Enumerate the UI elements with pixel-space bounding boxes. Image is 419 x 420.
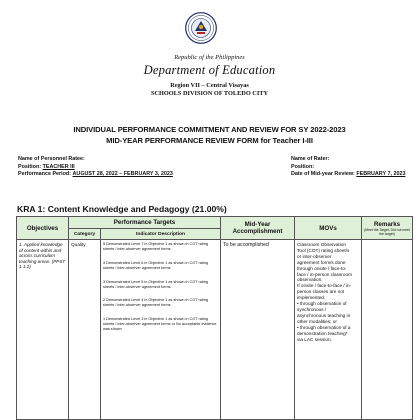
indicator-header: Indicator Description <box>101 229 221 240</box>
ratee-info <box>18 156 173 179</box>
mov-line: agreement form/s done <box>297 259 346 265</box>
category-header: Category <box>69 229 101 240</box>
rater-position-row <box>291 164 405 172</box>
indicator-level-3: 3 Demonstrated Level 5 in Objective 1 as shown in COT rating sheets / inter-observer agreement forms <box>103 279 209 289</box>
remarks-header-label: Remarks <box>373 220 401 228</box>
table-header-row <box>17 217 413 229</box>
ratee-name-row <box>18 156 173 164</box>
midyear-review-row <box>291 171 405 179</box>
performance-period-row <box>18 171 173 179</box>
performance-targets-header: Performance Targets <box>69 217 221 229</box>
mov-line: other modalities; or <box>297 318 337 324</box>
remarks-cell[interactable] <box>362 240 413 420</box>
mov-line: face / in-person classroom <box>297 271 352 277</box>
mov-line: person classes are not <box>297 289 345 295</box>
mov-line: observation. <box>297 277 323 283</box>
movs-cell <box>295 240 362 420</box>
mov-line: asynchronous teaching in <box>297 312 351 318</box>
ratee-position-value: TEACHER III <box>42 163 75 170</box>
ratee-name-label: Name of Personnel Ratee: <box>18 156 85 162</box>
accomplishment-cell[interactable]: To be accomplished <box>221 240 295 420</box>
ratee-position-label: Position: <box>18 163 42 170</box>
mov-line: through onsite / face-to- <box>297 265 347 271</box>
form-subtitle: MID-YEAR PERFORMANCE REVIEW FORM for Teacher I-III <box>106 136 313 145</box>
rater-position-label: Position: <box>291 163 315 170</box>
ratee-position-row <box>18 164 173 172</box>
deped-seal-logo <box>185 12 217 44</box>
rater-name-row <box>291 156 405 164</box>
table-row <box>17 240 413 420</box>
movs-header: MOVs <box>295 217 362 240</box>
accomplishment-header: Mid-Year Accomplishment <box>221 217 295 240</box>
mov-line: via LAC session. <box>297 336 332 342</box>
performance-table <box>16 216 413 420</box>
midyear-review-value: FEBRUARY 7, 2023 <box>356 171 406 178</box>
category-cell: Quality <box>69 240 101 420</box>
performance-period-label: Performance Period: <box>18 171 72 178</box>
rater-info <box>291 156 405 179</box>
department-label: Department of Education <box>143 63 276 77</box>
republic-label: Republic of the Philippines <box>174 54 245 61</box>
rater-name-label: Name of Rater: <box>291 156 330 162</box>
region-label: Region VII – Central Visayas <box>170 82 249 89</box>
division-label: SCHOOLS DIVISION OF TOLEDO CITY <box>150 90 269 97</box>
midyear-review-label: Date of Mid-year Review: <box>291 171 355 178</box>
mov-line: demonstration teaching* <box>297 330 348 336</box>
mov-line: or inter-observer <box>297 253 332 259</box>
mov-line: synchronous / <box>297 306 327 312</box>
indicator-level-2: 2 Demonstrated Level 4 in Objective 1 as shown in COT rating sheets / inter-observer agreement forms <box>103 298 209 308</box>
form-title: INDIVIDUAL PERFORMANCE COMMITMENT AND REVIEW FOR SY 2022-2023 <box>73 125 346 134</box>
mov-line: • through observation of a <box>297 324 351 330</box>
remarks-header <box>362 217 413 240</box>
mov-line: Tool (COT) rating sheet/s <box>297 247 350 253</box>
objectives-header: Objectives <box>17 217 69 240</box>
mov-line: If onsite / face-to-face / in- <box>297 283 352 289</box>
mov-line: Classroom Observation <box>297 242 346 247</box>
mov-line: implemented, <box>297 295 326 301</box>
performance-period-value: AUGUST 28, 2022 – FEBRUARY 3, 2023 <box>72 171 173 178</box>
objective-cell: 1. Applied knowledge of content within and across curriculum teaching areas. (PPST 1.1.2) <box>17 240 69 420</box>
indicator-level-1: 1 Demonstrated Level 3 in Objective 1 as shown in COT rating sheets / inter-observer agreement forms or No acceptable evidence was shown <box>103 317 217 332</box>
indicator-level-4: 4 Demonstrated Level 6 in Objective 1 as shown in COT rating sheets / inter-observer agreement forms <box>103 260 209 270</box>
indicator-level-5: 5 Demonstrated Level 7 in Objective 1 as shown in COT rating sheets / inter-observer agreement forms <box>103 242 209 251</box>
mov-line: • through observation of <box>297 301 347 307</box>
remarks-header-sub: (Meet the Target, Did not meet the target) <box>364 227 410 236</box>
kra-title: KRA 1: Content Knowledge and Pedagogy (21.00%) <box>17 204 227 214</box>
indicator-cell <box>101 240 221 420</box>
